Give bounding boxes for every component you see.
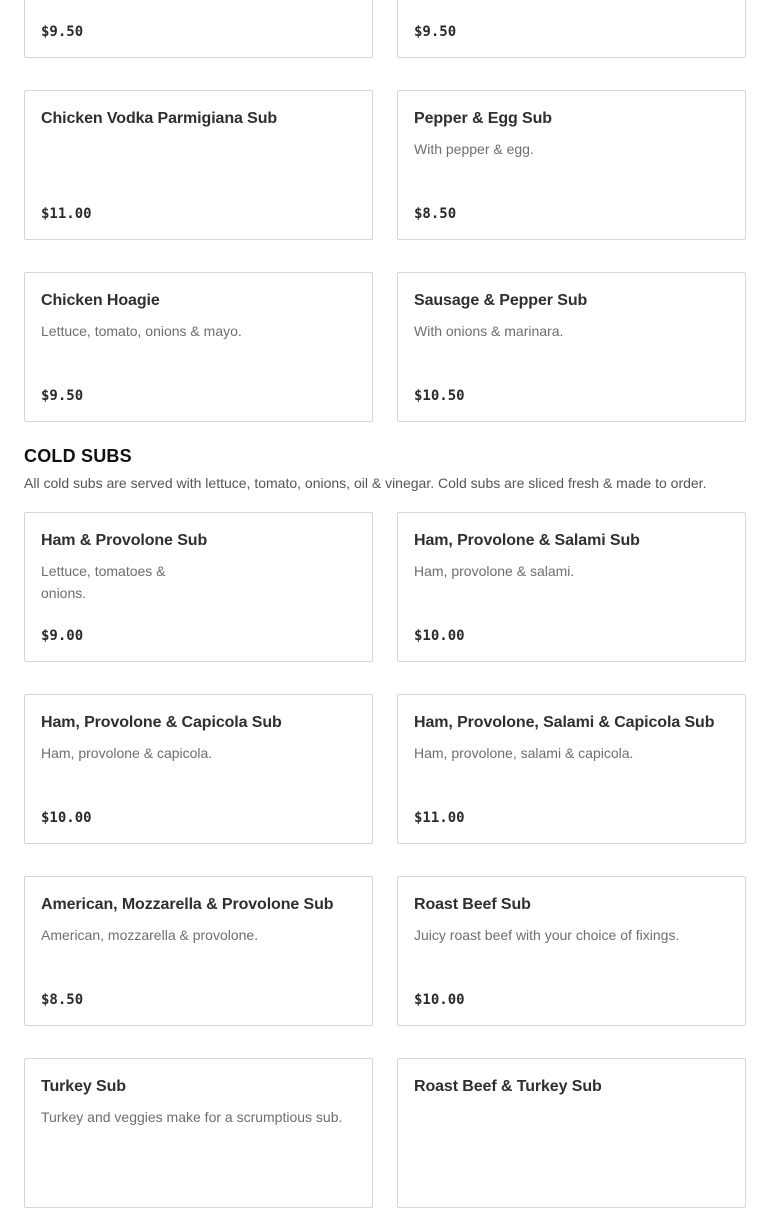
item-description: Ham, provolone & salami. <box>414 563 575 579</box>
menu-item-card[interactable] <box>397 694 746 844</box>
item-price: $8.50 <box>414 206 457 222</box>
item-name: Ham, Provolone & Capicola Sub <box>41 714 282 731</box>
menu-item-card[interactable] <box>397 0 746 58</box>
item-price: $8.50 <box>41 992 84 1008</box>
item-name: Roast Beef & Turkey Sub <box>414 1078 602 1095</box>
item-name: Ham & Provolone Sub <box>41 532 208 549</box>
menu-item-card[interactable] <box>24 1058 373 1208</box>
menu-item-card[interactable] <box>397 1058 746 1208</box>
item-description: Turkey and veggies make for a scrumptious sub. <box>41 1109 343 1125</box>
item-name: American, Mozzarella & Provolone Sub <box>41 896 334 913</box>
item-description: With pepper & egg. <box>414 141 534 157</box>
item-price: $9.50 <box>41 24 84 40</box>
item-price: $9.50 <box>41 388 84 404</box>
menu-item-card[interactable] <box>397 512 746 662</box>
section-description: All cold subs are served with lettuce, tomato, onions, oil & vinegar. Cold subs are sliced fresh & made to order. <box>24 475 707 491</box>
item-price: $10.50 <box>414 388 465 404</box>
item-name: Turkey Sub <box>41 1078 126 1095</box>
item-price: $11.00 <box>41 206 92 222</box>
item-name: Roast Beef Sub <box>414 896 531 913</box>
menu-item-card[interactable] <box>397 90 746 240</box>
menu-item-card[interactable] <box>397 876 746 1026</box>
item-price: $10.00 <box>41 810 92 826</box>
menu-item-card[interactable] <box>24 0 373 58</box>
item-name: Ham, Provolone & Salami Sub <box>414 532 640 549</box>
item-name: Sausage & Pepper Sub <box>414 292 588 309</box>
item-name: Ham, Provolone, Salami & Capicola Sub <box>414 714 715 731</box>
menu-item-card[interactable] <box>397 272 746 422</box>
item-name: Chicken Hoagie <box>41 292 160 309</box>
menu-item-card[interactable] <box>24 694 373 844</box>
item-description: Ham, provolone & capicola. <box>41 745 213 761</box>
item-price: $9.00 <box>41 628 84 644</box>
item-description: Ham, provolone, salami & capicola. <box>414 745 634 761</box>
item-description: Juicy roast beef with your choice of fixings. <box>414 927 680 943</box>
item-description: Lettuce, tomatoes & onions. <box>41 563 166 601</box>
item-price: $9.50 <box>414 24 457 40</box>
menu-item-card[interactable] <box>24 876 373 1026</box>
item-price: $10.00 <box>414 992 465 1008</box>
item-price: $10.00 <box>414 628 465 644</box>
item-description: American, mozzarella & provolone. <box>41 927 259 943</box>
menu-item-card[interactable] <box>24 272 373 422</box>
item-description: Lettuce, tomato, onions & mayo. <box>41 323 242 339</box>
item-description: With onions & marinara. <box>414 323 564 339</box>
section-title: COLD SUBS <box>24 446 132 466</box>
item-name: Chicken Vodka Parmigiana Sub <box>41 110 278 127</box>
item-name: Pepper & Egg Sub <box>414 110 552 127</box>
item-price: $11.00 <box>414 810 465 826</box>
menu-item-card[interactable] <box>24 512 373 662</box>
menu-item-card[interactable] <box>24 90 373 240</box>
